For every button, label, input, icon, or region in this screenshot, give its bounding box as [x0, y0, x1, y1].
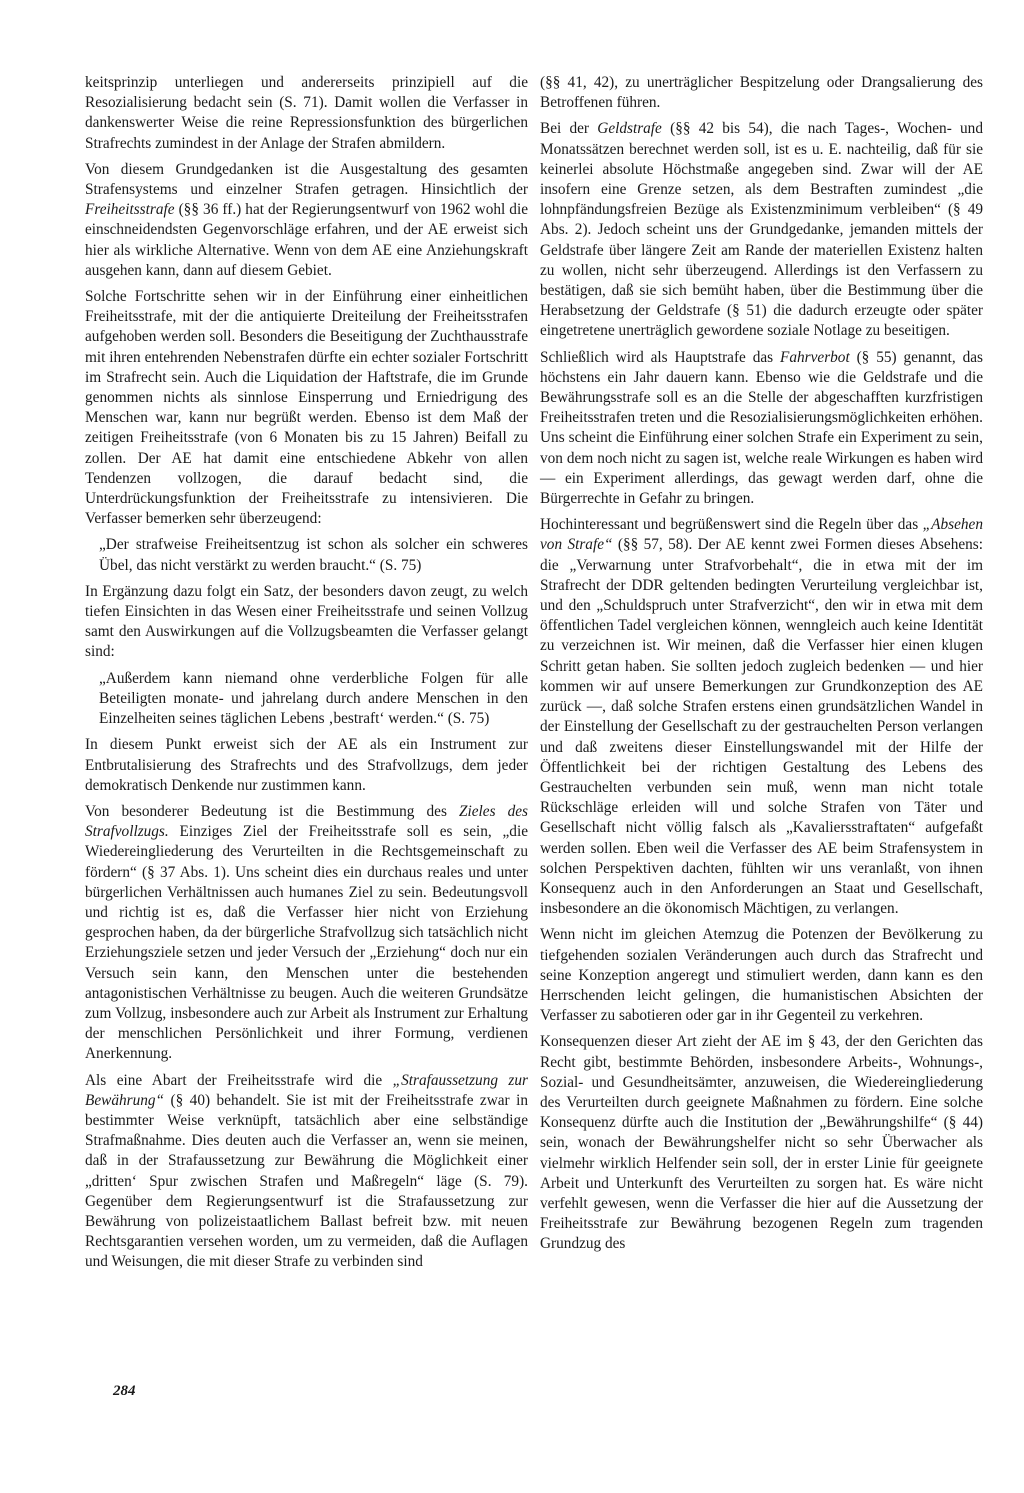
block-quote: „Der strafweise Freiheitsentzug ist schon als solcher ein schweres Übel, das nicht verstärkt zu werden braucht.“ (S. 75): [99, 536, 528, 574]
paragraph: Bei der Geldstrafe (§§ 42 bis 54), die nach Tages-, Wochen- und Monatssätzen berechnet werden soll, ist es u. E. nachteilig, daß für sie keinerlei absolute Höchstmaße angegeben sind. Zwar will der AE insofern eine Grenze setzen, als dem Bestraften zumindest „die lohnpfändungsfreien Bezüge als Existenzminimum verbleiben“ (§ 49 Abs. 2). Jedoch scheint uns der Grundgedanke, jemanden mittels der Geldstrafe über längere Zeit am Rande der materiellen Existenz halten zu wollen, nicht sehr überzeugend. Allerdings ist den Verfassern zu bestätigen, daß sie sich bemüht haben, über die Bestimmung über die Herabsetzung der Geldstrafe (§ 51) die dadurch erzeugte oder später eingetretene unerträglich gewordene soziale Notlage zu beseitigen.: [540, 120, 983, 340]
paragraph: Von besonderer Bedeutung ist die Bestimmung des Zieles des Strafvollzugs. Einziges Ziel der Freiheitsstrafe soll es sein, „die Wiedereingliederung des Verurteilten in die Rechtsgemeinschaft zu fördern“ (§ 37 Abs. 1). Uns scheint dies ein durchaus reales und unter bürgerlichen Verhältnissen auch humanes Ziel zu sein. Bedeutungsvoll und richtig ist es, daß die Verfasser hier nicht von Erziehung gesprochen haben, da der bürgerliche Strafvollzug sich tatsächlich nicht Erziehungsziele setzen und jeder Versuch der „Erziehung“ doch nur ein Versuch sein kann, den Menschen unter die bestehenden antagonistischen Verhältnisse zu beugen. Auch die weiteren Grundsätze zum Vollzug, insbesondere auch zur Arbeit als Instrument zur Erhaltung der menschlichen Persönlichkeit und ihrer Formung, verdienen Anerkennung.: [85, 802, 528, 1063]
emphasis: Freiheitsstrafe: [85, 201, 175, 219]
emphasis: Geldstrafe: [597, 120, 662, 138]
paragraph: In Ergänzung dazu folgt ein Satz, der besonders davon zeugt, zu welch tiefen Einsichten in das Wesen einer Freiheitsstrafe und seinen Vollzug samt den Auswirkungen auf die Vollzugsbeamten die Verfasser gelangt sind:: [85, 582, 528, 661]
page-number: 284: [113, 1383, 136, 1399]
paragraph: Wenn nicht im gleichen Atemzug die Potenzen der Bevölkerung zu tiefgehenden sozialen Veränderungen auch durch das Strafrecht und seine Konzeption angeregt und stimuliert werden, dann kann es den Herrschenden leicht gelingen, die humanistischen Absichten der Verfasser zu sabotieren oder gar in ihr Gegenteil zu verkehren.: [540, 926, 983, 1025]
paragraph: In diesem Punkt erweist sich der AE als ein Instrument zur Entbrutalisierung des Strafrechts und des Strafvollzugs, dem jeder demokratisch Denkende nur zustimmen kann.: [85, 736, 528, 794]
emphasis: Zieles des Strafvollzugs.: [85, 802, 528, 841]
paragraph: Als eine Abart der Freiheitsstrafe wird die „Strafaussetzung zur Bewährung“ (§ 40) behandelt. Sie ist mit der Freiheitsstrafe zwar in bestimmter Weise verknüpft, tatsächlich aber eine selbständige Strafmaßnahme. Dies deuten auch die Verfasser an, wenn sie meinen, daß in der Strafaussetzung zur Bewährung die Möglichkeit einer „dritten‘ Spur zwischen Strafen und Maßregeln“ läge (S. 79). Gegenüber dem Regierungsentwurf ist die Strafaussetzung zur Bewährung von polizeistaatlichem Ballast befreit bzw. mit neuen Rechtsgarantien versehen worden, um zu vermeiden, daß die Auflagen und Weisungen, die mit dieser Strafe zu verbinden sind: [85, 1071, 528, 1271]
left-column: [85, 73, 528, 1279]
emphasis: Fahrverbot: [780, 348, 850, 366]
block-quote: „Außerdem kann niemand ohne verderbliche Folgen für alle Beteiligten monate- und jahrelang durch andere Menschen in den Einzelheiten seines täglichen Lebens ‚bestraft‘ werden.“ (S. 75): [99, 669, 528, 728]
right-column: [540, 73, 983, 1261]
paragraph: Solche Fortschritte sehen wir in der Einführung einer einheitlichen Freiheitsstrafe, mit der die antiquierte Dreiteilung der Freiheitsstrafen aufgehoben werden soll. Besonders die Beseitigung der Zuchthausstrafe mit ihren entehrenden Nebenstrafen dürfte ein echter sozialer Fortschritt im Strafrecht sein. Auch die Liquidation der Haftstrafe, die im Grunde genommen nichts als sinnlose Einsperrung und Erniedrigung des Menschen war, kann nur begrüßt werden. Ebenso ist dem Maß der zeitigen Freiheitsstrafe (von 6 Monaten bis zu 15 Jahren) Beifall zu zollen. Der AE hat damit eine entschiedene Abkehr von allen Tendenzen vollzogen, die darauf bedacht sind, die Unterdrückungsfunktion der Freiheitsstrafe zu intensivieren. Die Verfasser bemerken sehr überzeugend:: [85, 288, 528, 528]
paragraph: keitsprinzip unterliegen und andererseits prinzipiell auf die Resozialisierung bedacht sein (S. 71). Damit wollen die Verfasser in dankenswerter Weise die reine Repressionsfunktion des bürgerlichen Strafrechts zumindest in der Anlage der Strafen abmildern.: [85, 74, 528, 152]
paragraph: Von diesem Grundgedanken ist die Ausgestaltung des gesamten Strafensystems und einzelner Strafen getragen. Hinsichtlich der Freiheitsstrafe (§§ 36 ff.) hat der Regierungsentwurf von 1962 wohl die einschneidendsten Gegenvorschläge erfahren, und der AE erweist sich hier als wirkliche Alternative. Wenn von dem AE eine Anziehungskraft ausgehen kann, dann auf diesem Gebiet.: [85, 160, 528, 279]
paragraph: Schließlich wird als Hauptstrafe das Fahrverbot (§ 55) genannt, das höchstens ein Jahr dauern kann. Ebenso wie die Geldstrafe und die Bewährungsstrafe soll es an die Stelle der abgeschafften kurzfristigen Freiheitsstrafen treten und die Resozialisierungsmöglichkeiten erhöhen. Uns scheint die Einführung einer solchen Strafe ein Experiment zu sein, von dem noch nicht zu sagen ist, welche reale Wirkungen es haben wird — ein Experiment allerdings, das gewagt werden darf, ohne die Bürgerrechte in Gefahr zu bringen.: [540, 348, 984, 508]
paragraph: Hochinteressant und begrüßenswert sind die Regeln über das „Absehen von Strafe“ (§§ 57, 58). Der AE kennt zwei Formen dieses Absehens: die „Verwarnung unter Strafvorbehalt“, die in etwa mit der im Strafrecht der DDR geltenden bedingten Verurteilung vergleichbar ist, und den „Schuldspruch unter Strafverzicht“, den wir in etwa mit dem öffentlichen Tadel vergleichen können, wenngleich auch keine Identität zu verzeichnen ist. Wir meinen, daß die Verfasser hier einen klugen Schritt getan haben. Sie sollten jedoch zugleich bedenken — und hier kommen wir auf unsere Bemerkungen zur Grundkonzeption des AE zurück —, daß solche Strafen erstens einen grundsätzlichen Wandel in der Einstellung der Gesellschaft zu der gestrauchelten Person verlangen und daß zweitens dieser Einstellungswandel mit der Hilfe der Öffentlichkeit bei der richtigen Gestaltung des Lebens des Gestrauchelten verbunden sein muß, wenn man nicht totale Rückschläge erleiden will und solche Strafen von Täter und Gesellschaft nicht völlig falsch als „Kavaliersstraftaten“ aufgefaßt werden sollen. Eben weil die Verfasser des AE beim Strafensystem in solchen Perspektiven dachten, fühlten wir uns veranlaßt, von ihnen Konsequenz auch in den Anforderungen an Staat und Gesellschaft, insbesondere an die ökonomisch Mächtigen, zu verlangen.: [540, 516, 983, 918]
paragraph: Konsequenzen dieser Art zieht der AE im § 43, der den Gerichten das Recht gibt, bestimmte Behörden, insbesondere Arbeits-, Wohnungs-, Sozial- und Gesundheitsämter, anzuweisen, die Wiedereingliederung des Verurteilten durch geeignete Maßnahmen zu fördern. Eine solche Konsequenz dürfte auch die Institution der „Bewährungshilfe“ (§ 44) sein, wonach der Bewährungshelfer nicht so sehr Überwacher als vielmehr wirklich Helfender sein soll, der in erster Linie für geeignete Arbeit und Unterkunft des Verurteilten zu sorgen hat. Es wäre nicht verfehlt gewesen, wenn die Verfasser die hier auf die Aussetzung der Freiheitsstrafe zur Bewährung bezogenen Regeln zum tragenden Grundzug des: [540, 1033, 983, 1253]
paragraph: (§§ 41, 42), zu unerträglicher Bespitzelung oder Drangsalierung des Betroffenen führen.: [540, 74, 983, 112]
emphasis: „Strafaussetzung zur Bewährung“: [85, 1071, 528, 1109]
emphasis: „Absehen von Strafe“: [540, 516, 983, 554]
